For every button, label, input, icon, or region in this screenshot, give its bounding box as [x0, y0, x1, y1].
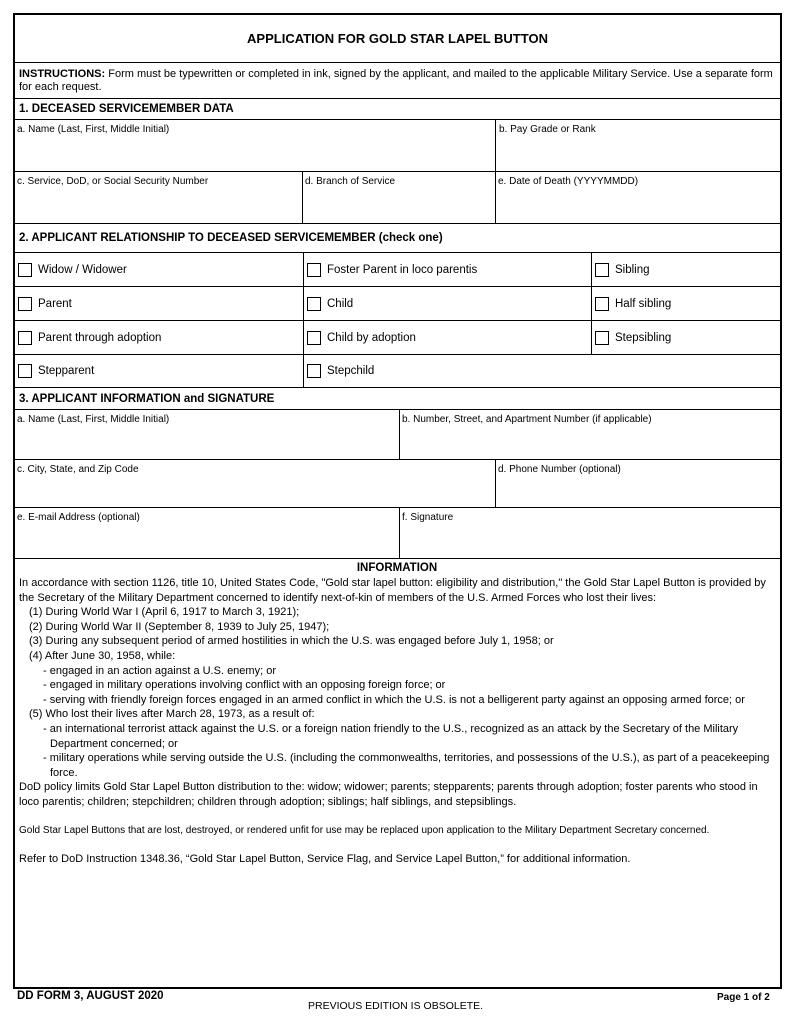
relationship-row-4 — [15, 355, 780, 388]
option-label: Half sibling — [615, 297, 672, 310]
applicant-name-field[interactable] — [15, 410, 399, 459]
option-label: Stepparent — [38, 365, 95, 377]
option-label: Foster Parent in loco parentis — [327, 263, 478, 276]
section1-row-b — [15, 172, 780, 224]
deceased-name-field[interactable] — [15, 120, 495, 171]
section3-row-b — [15, 460, 780, 508]
deceased-grade-label: b. Pay Grade or Rank — [499, 124, 596, 135]
checkbox[interactable] — [307, 331, 321, 345]
option-label: Widow / Widower — [38, 263, 127, 276]
application-form — [13, 13, 782, 989]
deceased-death-date-field[interactable] — [495, 172, 780, 223]
deceased-name-label: a. Name (Last, First, Middle Initial) — [17, 124, 170, 135]
option-stepparent[interactable] — [15, 355, 303, 387]
applicant-name-label: a. Name (Last, First, Middle Initial) — [17, 414, 170, 425]
option-label: Child by adoption — [327, 331, 416, 344]
eligibility-subitem: - military operations while serving outside the U.S. (including the commonwealths, territories, and possessions of the U.S.), as part of a peacekeeping force. — [43, 752, 770, 779]
option-label: Parent — [38, 297, 72, 310]
information-heading: INFORMATION — [356, 562, 438, 574]
option-half-sibling[interactable] — [591, 287, 780, 320]
eligibility-item: (5) Who lost their lives after March 28, 1973, as a result of: — [29, 708, 315, 721]
applicant-address-label: b. Number, Street, and Apartment Number (if applicable) — [402, 414, 652, 425]
information-section — [15, 561, 780, 867]
deceased-ssn-field[interactable] — [15, 172, 302, 223]
replacement-text: Gold Star Lapel Buttons that are lost, destroyed, or rendered unfit for use may be replaced upon application to the Military Department Secretary concerned. — [19, 824, 710, 836]
deceased-branch-field[interactable] — [302, 172, 495, 223]
checkbox[interactable] — [595, 331, 609, 345]
relationship-row-3 — [15, 321, 780, 355]
instructions-label: INSTRUCTIONS: — [19, 68, 106, 80]
policy-text: DoD policy limits Gold Star Lapel Button distribution to the: widow; widower; parents; stepparents; parents through adoption; foster parents who stood in loco parentis; children; stepchildren; children through adoption; siblings; half siblings, and stepsiblings. — [19, 781, 758, 808]
checkbox[interactable] — [595, 297, 609, 311]
option-label: Child — [327, 297, 354, 310]
applicant-signature-label: f. Signature — [402, 512, 454, 523]
deceased-death-date-label: e. Date of Death (YYYYMMDD) — [498, 176, 639, 187]
applicant-city-label: c. City, State, and Zip Code — [17, 464, 139, 475]
option-label: Stepchild — [327, 365, 375, 377]
relationship-row-2 — [15, 287, 780, 321]
applicant-city-field[interactable] — [15, 460, 495, 507]
eligibility-subitem: - serving with friendly foreign forces engaged in an armed conflict in which the U.S. is not a belligerent party against an opposing armed force; or — [43, 693, 745, 706]
option-sibling[interactable] — [591, 253, 780, 286]
option-label: Stepsibling — [615, 331, 672, 344]
section3-heading: 3. APPLICANT INFORMATION and SIGNATURE — [15, 388, 780, 410]
eligibility-item: (1) During World War I (April 6, 1917 to March 3, 1921); — [29, 606, 300, 619]
option-widow[interactable] — [15, 253, 303, 286]
deceased-branch-label: d. Branch of Service — [305, 176, 396, 187]
applicant-phone-label: d. Phone Number (optional) — [498, 464, 621, 475]
eligibility-item: (3) During any subsequent period of armed hostilities in which the U.S. was engaged before July 1, 1958; or — [29, 635, 554, 648]
applicant-email-field[interactable] — [15, 508, 399, 558]
applicant-signature-field[interactable] — [399, 508, 780, 558]
option-stepchild[interactable] — [303, 355, 780, 387]
option-child[interactable] — [303, 287, 591, 320]
checkbox[interactable] — [307, 297, 321, 311]
form-title: APPLICATION FOR GOLD STAR LAPEL BUTTON — [15, 15, 780, 63]
applicant-email-label: e. E-mail Address (optional) — [17, 512, 140, 523]
applicant-address-field[interactable] — [399, 410, 780, 459]
eligibility-subitem: - engaged in military operations involving conflict with an opposing foreign force; or — [43, 679, 446, 692]
section3-row-a — [15, 410, 780, 460]
eligibility-subitem: - engaged in an action against a U.S. enemy; or — [43, 664, 276, 677]
option-label: Parent through adoption — [38, 331, 162, 344]
checkbox[interactable] — [18, 331, 32, 345]
checkbox[interactable] — [18, 263, 32, 277]
form-id: DD FORM 3, AUGUST 2020 — [17, 990, 164, 1002]
reference-text: Refer to DoD Instruction 1348.36, “Gold Star Lapel Button, Service Flag, and Service Lapel Button,” for additional information. — [19, 853, 631, 866]
section1-heading: 1. DECEASED SERVICEMEMBER DATA — [15, 99, 780, 120]
deceased-ssn-label: c. Service, DoD, or Social Security Number — [17, 176, 209, 187]
checkbox[interactable] — [18, 297, 32, 311]
instructions-text: Form must be typewritten or completed in ink, signed by the applicant, and mailed to the applicable Military Service. Use a separate form for each request. — [19, 68, 773, 93]
option-stepsibling[interactable] — [591, 321, 780, 354]
information-intro: In accordance with section 1126, title 10, United States Code, "Gold star lapel button: eligibility and distribution," the Gold Star Lapel Button is provided by the Secretary of the Military Department concerned to identify next-of-kin of members of the U.S. Armed Forces who lost their lives: — [19, 577, 766, 604]
eligibility-item: (4) After June 30, 1958, while: — [29, 649, 176, 662]
section3-row-c — [15, 508, 780, 559]
option-parent-adoption[interactable] — [15, 321, 303, 354]
section1-row-a — [15, 120, 780, 172]
deceased-grade-field[interactable] — [495, 120, 780, 171]
relationship-row-1 — [15, 253, 780, 287]
checkbox[interactable] — [307, 364, 321, 378]
applicant-phone-field[interactable] — [495, 460, 780, 507]
option-child-adoption[interactable] — [303, 321, 591, 354]
section2-heading: 2. APPLICANT RELATIONSHIP TO DECEASED SERVICEMEMBER (check one) — [15, 224, 780, 253]
checkbox[interactable] — [595, 263, 609, 277]
option-parent[interactable] — [15, 287, 303, 320]
eligibility-subitem: - an international terrorist attack against the U.S. or a foreign nation friendly to the U.S., recognized as an attack by the Secretary of the Military Department concerned; or — [43, 722, 739, 750]
option-foster-parent[interactable] — [303, 253, 591, 286]
instructions — [15, 63, 780, 99]
obsolete-notice: PREVIOUS EDITION IS OBSOLETE. — [308, 1000, 484, 1012]
checkbox[interactable] — [18, 364, 32, 378]
option-label: Sibling — [615, 263, 650, 276]
eligibility-item: (2) During World War II (September 8, 1939 to July 25, 1947); — [29, 620, 330, 633]
checkbox[interactable] — [307, 263, 321, 277]
page-number: Page 1 of 2 — [717, 992, 770, 1003]
